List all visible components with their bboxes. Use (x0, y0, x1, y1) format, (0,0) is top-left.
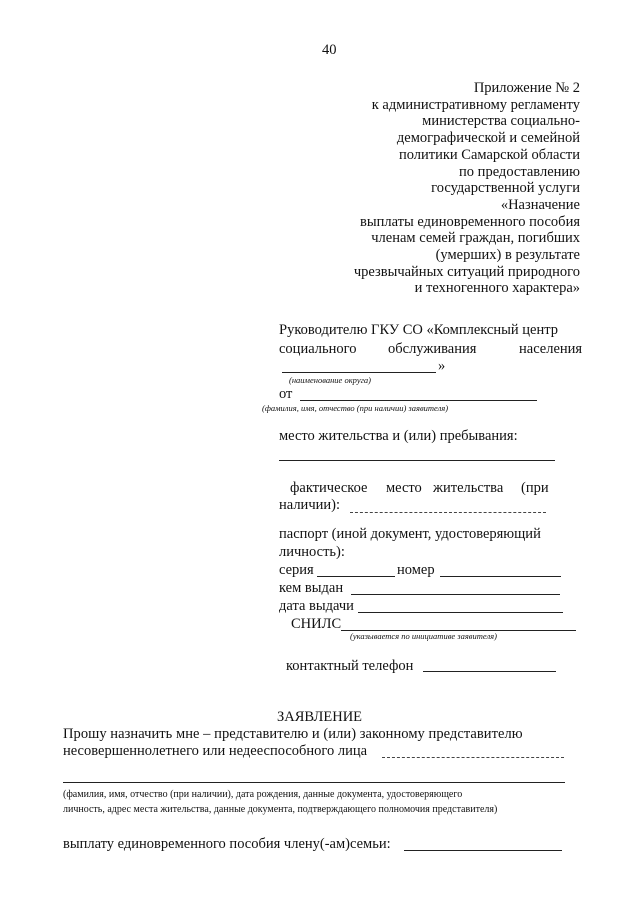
appendix-line: государственной услуги (431, 180, 580, 197)
snils-hint: (указывается по инициативе заявителя) (350, 631, 497, 641)
appendix-lines (280, 80, 580, 297)
appendix-line: министерства социально- (422, 113, 580, 130)
actual-residence-2: наличии): (279, 497, 340, 513)
statement-line-3: выплату единовременного пособия члену(-ам)семьи: (63, 836, 391, 852)
addressee-line-2c: населения (519, 341, 583, 357)
appendix-line: по предоставлению (459, 163, 580, 180)
actual-residence-1d: (при (521, 480, 549, 496)
appendix-line: и техногенного характера» (414, 280, 580, 297)
from-label: от (279, 386, 293, 402)
district-hint: (наименование округа) (289, 375, 371, 385)
actual-residence-line[interactable] (350, 512, 546, 513)
details-hint-2: личность, адрес места жительства, данные документа, подтверждающего полномочия представителя) (63, 804, 498, 815)
issued-by-line[interactable] (351, 594, 560, 595)
appendix-line: Приложение № 2 (473, 80, 580, 96)
issued-by-label: кем выдан (279, 580, 344, 596)
appendix-line: «Назначение (500, 196, 580, 213)
from-line[interactable] (300, 400, 537, 401)
number-line[interactable] (440, 576, 561, 577)
issue-date-label: дата выдачи (279, 598, 354, 614)
residence-label: место жительства и (или) пребывания: (279, 428, 518, 444)
appendix-line: чрезвычайных ситуаций природного (353, 263, 580, 280)
statement-line-1: Прошу назначить мне – представителю и (или) законному представителю (63, 726, 523, 742)
series-line[interactable] (317, 576, 395, 577)
statement-line-2: несовершеннолетнего или недееспособного лица (63, 743, 368, 759)
addressee-line-2b: обслуживания (388, 341, 477, 357)
actual-residence-1c: жительства (433, 480, 504, 496)
issue-date-line[interactable] (358, 612, 563, 613)
appendix-line: выплаты единовременного пособия (360, 213, 580, 230)
actual-residence-1a: фактическое (290, 480, 368, 496)
family-members-line[interactable] (404, 850, 562, 851)
passport-line-1: паспорт (иной документ, удостоверяющий (279, 526, 541, 542)
number-label: номер (397, 562, 435, 578)
appendix-line: членам семей граждан, погибших (371, 230, 580, 247)
appendix-line: демографической и семейной (396, 130, 580, 147)
phone-line[interactable] (423, 671, 556, 672)
snils-label: СНИЛС (291, 616, 342, 632)
addressee-line-2a: социального (279, 341, 357, 357)
phone-label: контактный телефон (286, 658, 414, 674)
district-line[interactable] (282, 372, 436, 373)
addressee-line-1: Руководителю ГКУ СО «Комплексный центр (279, 322, 558, 338)
representative-line[interactable] (382, 757, 564, 758)
passport-line-2: личность): (279, 544, 345, 560)
appendix-block (280, 80, 580, 297)
name-hint: (фамилия, имя, отчество (при наличии) заявителя) (262, 403, 449, 413)
appendix-line: политики Самарской области (398, 146, 580, 163)
appendix-line: (умерших) в результате (435, 247, 580, 264)
appendix-line: к административному регламенту (371, 96, 580, 113)
close-quote: » (438, 358, 446, 374)
representative-details-line[interactable] (63, 782, 565, 783)
statement-title: ЗАЯВЛЕНИЕ (277, 709, 363, 725)
details-hint-1: (фамилия, имя, отчество (при наличии), дата рождения, данные документа, удостоверяющего (63, 789, 463, 800)
actual-residence-1b: место (386, 480, 422, 496)
residence-line[interactable] (279, 460, 555, 461)
page-number: 40 (322, 42, 337, 58)
series-label: серия (279, 562, 314, 578)
